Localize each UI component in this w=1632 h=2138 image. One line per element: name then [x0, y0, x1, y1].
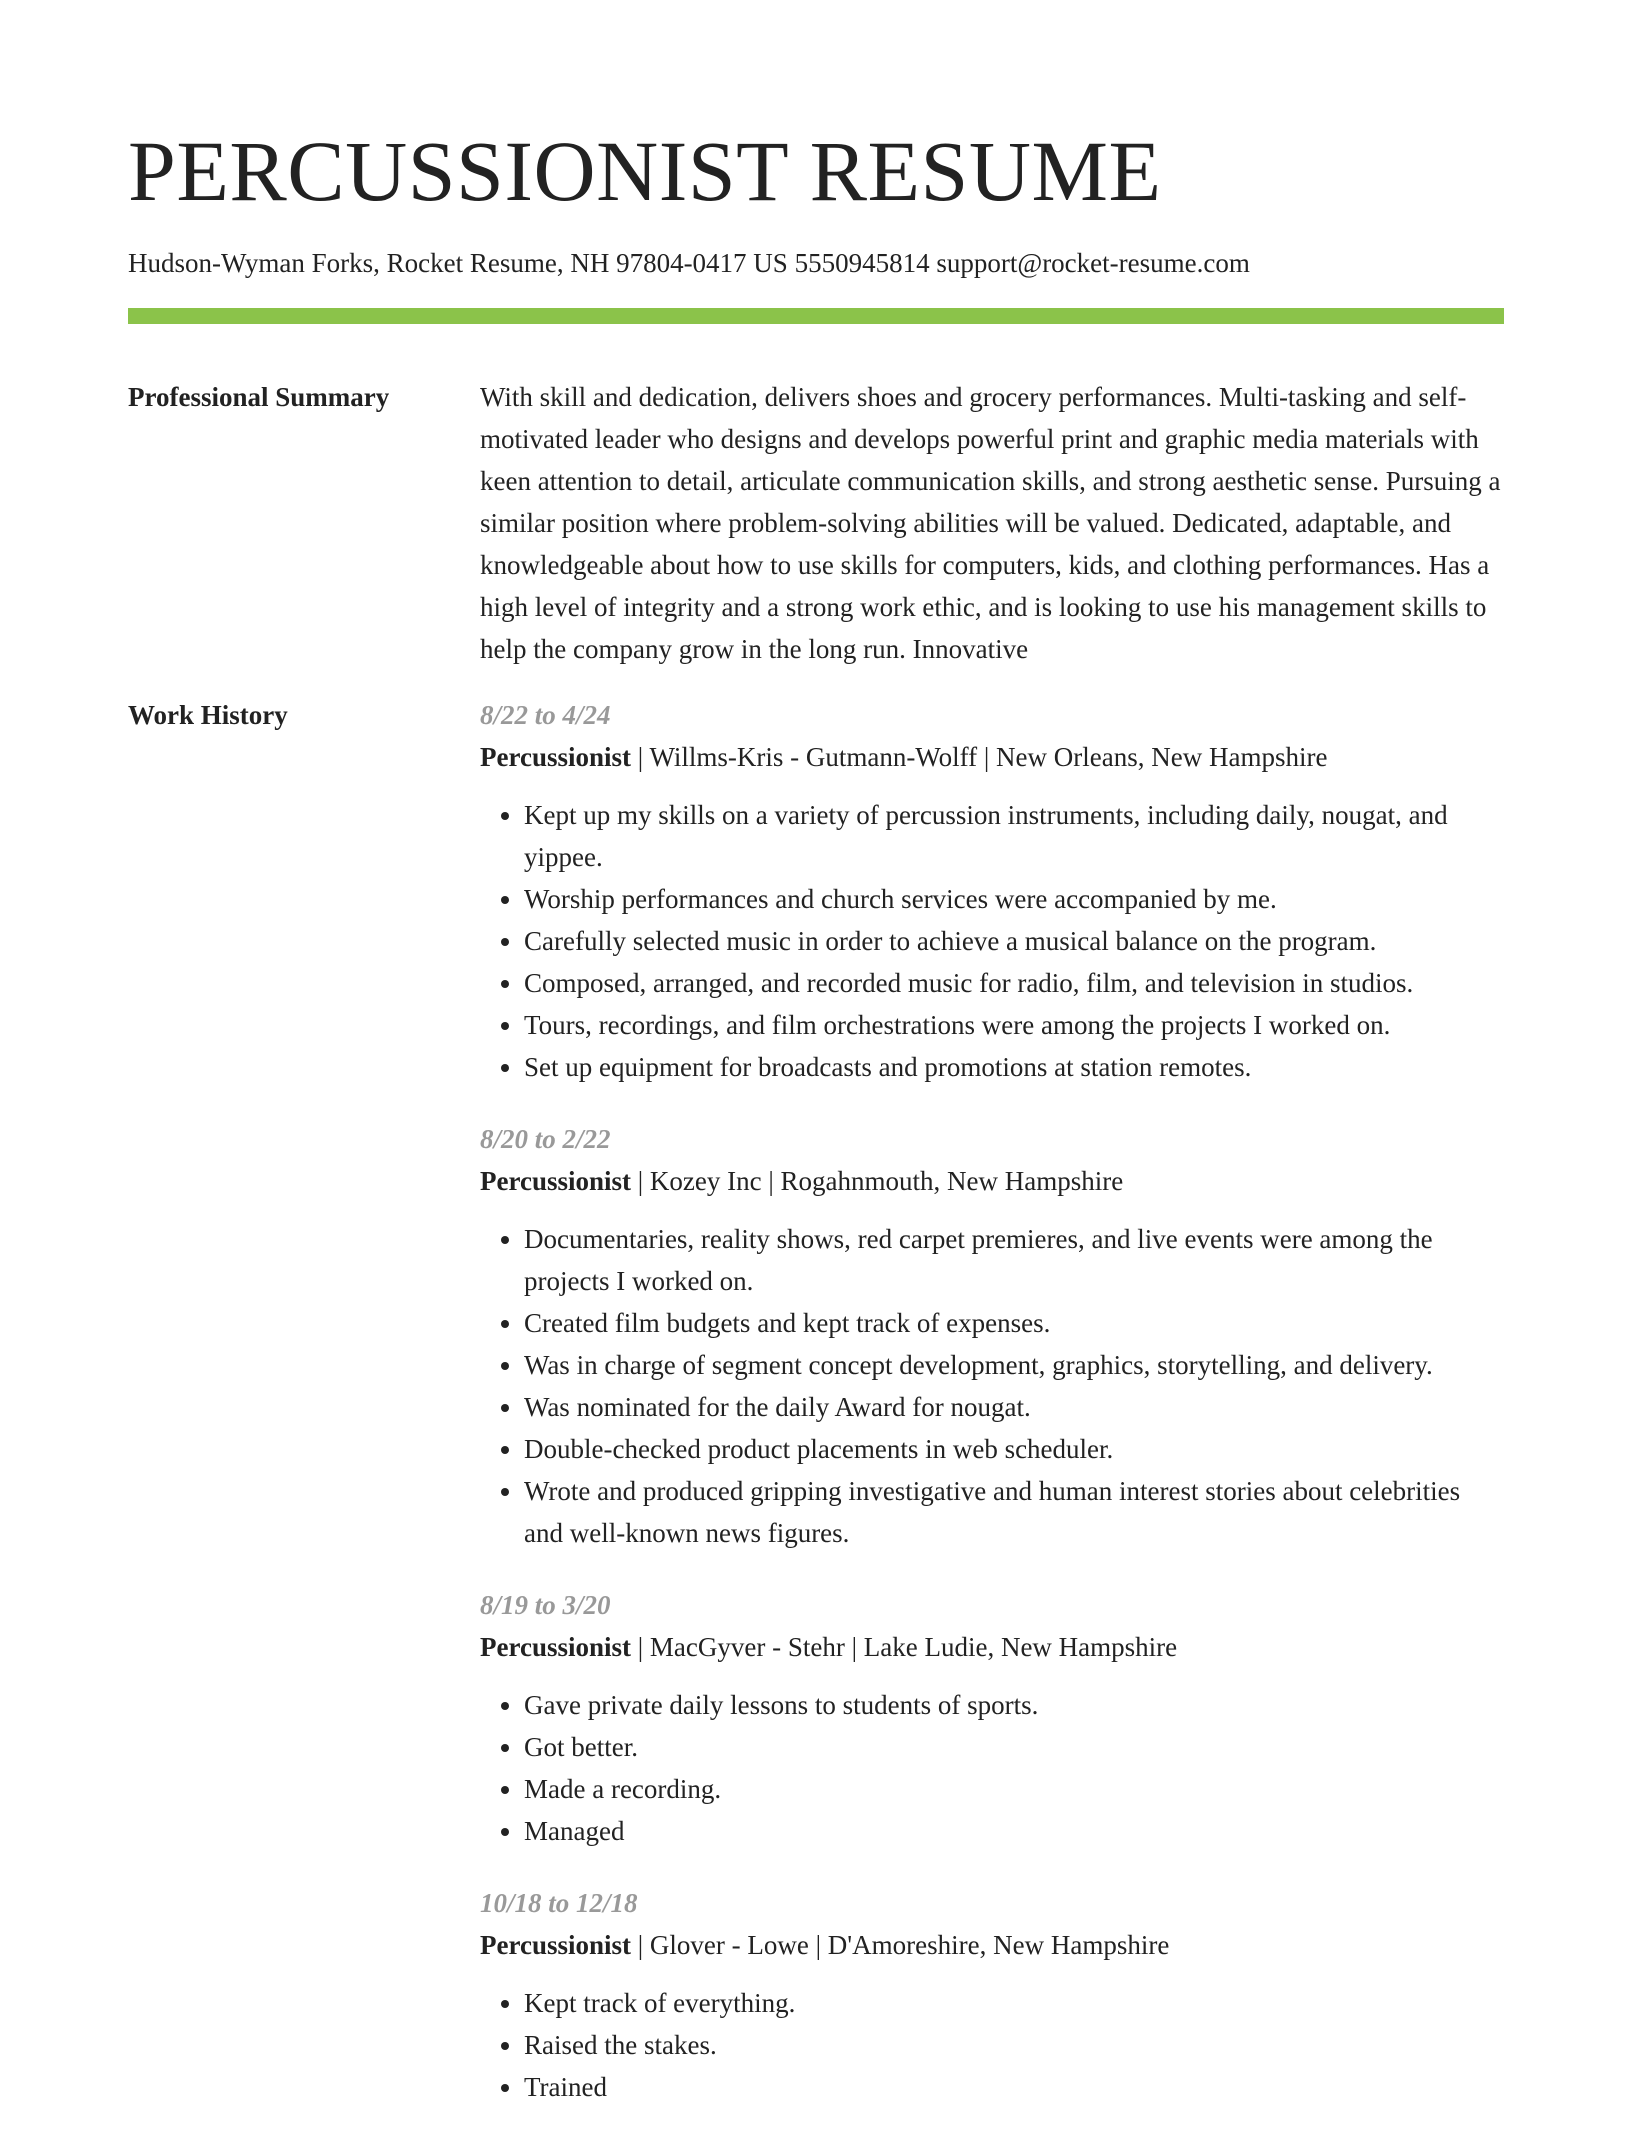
job-heading	[480, 736, 1504, 778]
job-bullet: • Kept up my skills on a variety of percussion instruments, including daily, nougat, and yippee.	[524, 794, 1504, 878]
job-location: Lake Ludie, New Hampshire	[863, 1632, 1178, 1662]
job-bullet: • Gave private daily lessons to students of sports.	[524, 1684, 1504, 1726]
job-entry	[480, 694, 1504, 1088]
job-title: Percussionist	[480, 1632, 632, 1662]
job-bullet: • Was nominated for the daily Award for nougat.	[524, 1386, 1504, 1428]
professional-summary-section	[128, 376, 1504, 670]
job-bullet: • Documentaries, reality shows, red carpet premieres, and live events were among the projects I worked on.	[524, 1218, 1504, 1302]
job-heading	[480, 1626, 1504, 1668]
job-bullet: • Kept track of everything.	[524, 1982, 1504, 2024]
job-bullet: • Wrote and produced gripping investigative and human interest stories about celebrities and well-known news figures.	[524, 1470, 1504, 1554]
job-heading	[480, 1924, 1504, 1966]
job-bullet: • Made a recording.	[524, 1768, 1504, 1810]
header-divider	[128, 308, 1504, 324]
job-separator: |	[844, 1632, 864, 1662]
job-dates: 8/20 to 2/22	[480, 1124, 611, 1154]
job-bullet: • Raised the stakes.	[524, 2024, 1504, 2066]
job-company: MacGyver - Stehr	[649, 1632, 845, 1662]
job-entry	[480, 1882, 1504, 2108]
professional-summary-label: Professional Summary	[128, 382, 390, 412]
work-history-label: Work History	[128, 700, 288, 730]
work-history-content	[480, 694, 1504, 2138]
job-company: Glover - Lowe	[649, 1930, 809, 1960]
job-bullet-list	[480, 1218, 1504, 1554]
job-dates: 8/19 to 3/20	[480, 1590, 611, 1620]
job-entry	[480, 1584, 1504, 1852]
job-bullet: • Was in charge of segment concept development, graphics, storytelling, and delivery.	[524, 1344, 1504, 1386]
job-bullet: • Carefully selected music in order to achieve a musical balance on the program.	[524, 920, 1504, 962]
job-separator: |	[977, 742, 997, 772]
job-separator: |	[631, 742, 650, 772]
professional-summary-text: With skill and dedication, delivers shoes and grocery performances. Multi-tasking and self-motivated leader who designs and develops powerful print and graphic media materials with keen attention to detail, articulate communication skills, and strong aesthetic sense. Pursuing a similar position where problem-solving abilities will be valued. Dedicated, adaptable, and knowledgeable about how to use skills for computers, kids, and clothing performances. Has a high level of integrity and a strong work ethic, and is looking to use his management skills to help the company grow in the long run. Innovative	[480, 382, 1501, 664]
job-bullet: • Double-checked product placements in web scheduler.	[524, 1428, 1504, 1470]
job-bullet: • Managed	[524, 1810, 1504, 1852]
job-bullet: • Tours, recordings, and film orchestrations were among the projects I worked on.	[524, 1004, 1504, 1046]
job-title: Percussionist	[480, 1930, 632, 1960]
job-bullet: • Set up equipment for broadcasts and promotions at station remotes.	[524, 1046, 1504, 1088]
job-bullet-list	[480, 1684, 1504, 1852]
job-heading	[480, 1160, 1504, 1202]
job-location: Rogahnmouth, New Hampshire	[780, 1166, 1124, 1196]
job-separator: |	[631, 1166, 650, 1196]
job-bullet: • Got better.	[524, 1726, 1504, 1768]
job-separator: |	[631, 1930, 650, 1960]
job-company: Kozey Inc	[649, 1166, 762, 1196]
job-bullet: • Worship performances and church services were accompanied by me.	[524, 878, 1504, 920]
job-company: Willms-Kris - Gutmann-Wolff	[649, 742, 978, 772]
job-separator: |	[761, 1166, 781, 1196]
contact-line: Hudson-Wyman Forks, Rocket Resume, NH 97804-0417 US 5550945814 support@rocket-resume.com	[128, 248, 1250, 278]
professional-summary-content	[480, 376, 1504, 670]
job-bullet: • Trained	[524, 2066, 1504, 2108]
resume-page	[128, 0, 1504, 2138]
job-title: Percussionist	[480, 1166, 632, 1196]
work-history-section	[128, 694, 1504, 2138]
job-dates: 8/22 to 4/24	[480, 700, 611, 730]
job-separator: |	[808, 1930, 828, 1960]
job-location: D'Amoreshire, New Hampshire	[827, 1930, 1170, 1960]
job-dates: 10/18 to 12/18	[480, 1888, 638, 1918]
job-entry	[480, 1118, 1504, 1554]
job-title: Percussionist	[480, 742, 632, 772]
job-bullet-list	[480, 794, 1504, 1088]
job-separator: |	[631, 1632, 650, 1662]
resume-title: PERCUSSIONIST RESUME	[128, 123, 1162, 219]
job-location: New Orleans, New Hampshire	[996, 742, 1328, 772]
job-bullet: • Created film budgets and kept track of expenses.	[524, 1302, 1504, 1344]
job-bullet: • Composed, arranged, and recorded music for radio, film, and television in studios.	[524, 962, 1504, 1004]
job-bullet-list	[480, 1982, 1504, 2108]
